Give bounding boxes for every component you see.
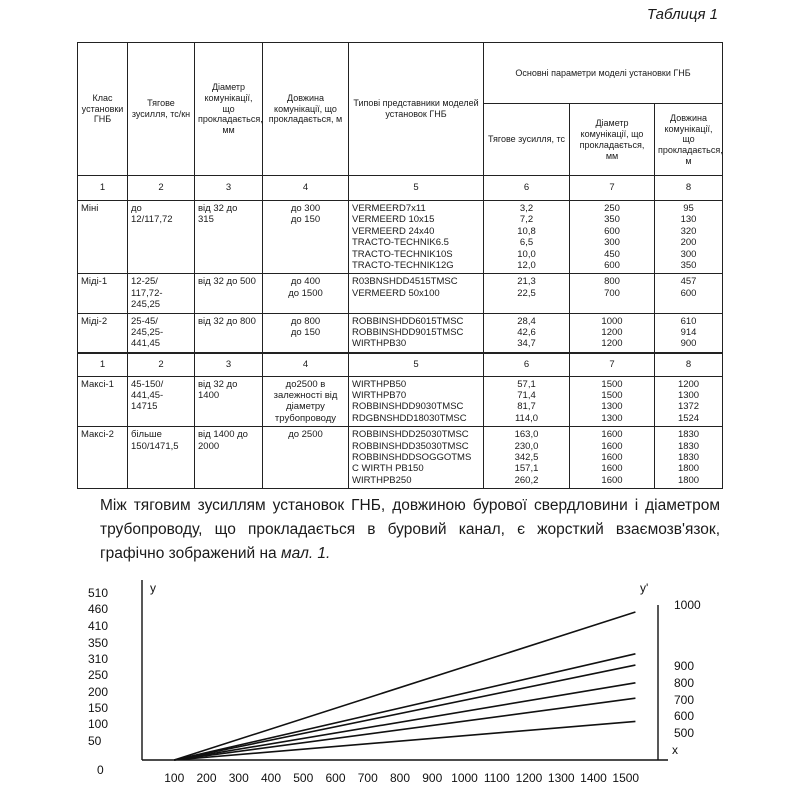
cell-class: Міді-2 [78,313,128,353]
y-tick-label: 350 [88,636,109,650]
cell-diameter [195,376,263,427]
cell-line: залежності від [273,390,338,402]
cell-p-pull [484,201,570,274]
table-body-lower [78,376,723,489]
cell-line: 1000 [601,315,623,327]
cell-line: 441,45 [131,338,161,350]
cell-line: діаметру [286,401,325,413]
y2-axis-label: y' [640,581,649,595]
cell-line: 320 [680,225,697,237]
y-tick-label: 310 [88,652,109,666]
cell-line: VERMEERD 10x15 [352,214,435,226]
x-tick-label: 1200 [515,771,543,785]
cell-line: 350 [680,259,697,271]
series-line-3 [174,665,635,760]
cell-line: 1600 [601,429,623,441]
column-number: 8 [655,176,723,201]
x-tick-label: 600 [325,771,346,785]
x-tick-label: 1000 [451,771,478,785]
cell-length [263,201,349,274]
x-tick-label: 300 [228,771,249,785]
cell-line: 1300 [601,412,623,424]
y-tick-label: 150 [88,701,109,715]
cell-pull [128,274,195,313]
column-number: 1 [78,353,128,377]
cell-line: 1300 [677,390,700,402]
cell-line: 260,2 [514,474,539,486]
cell-line: 12/117,72 [131,214,173,226]
cell-line: 130 [680,214,697,226]
header-class: Клас установки ГНБ [78,43,128,176]
y2-tick-label: 500 [674,726,695,740]
header-param-pull: Тягове зусилля, тс [484,104,570,176]
cell-line: R03BNSHDD4515TMSC [352,276,458,288]
y2-tick-label: 1000 [674,598,701,612]
cell-line: 1500 [601,390,623,402]
cell-line: VERMEERD 24x40 [352,225,435,237]
cell-line: 1500 [601,378,623,390]
cell-diameter [195,313,263,353]
cell-line: 21,3 [517,276,536,288]
cell-line: трубопроводу [274,412,337,424]
cell-models [349,376,484,427]
x-tick-label: 800 [389,771,411,785]
cell-pull [128,201,195,274]
figure-reference: мал. 1. [281,545,331,562]
cell-line: 57,1 [517,378,536,390]
column-number: 5 [349,353,484,377]
cell-line: від 1400 до [198,429,248,441]
cell-models [349,313,484,353]
column-number: 6 [484,353,570,377]
cell-line: 457 [680,276,697,288]
cell-length [263,274,349,313]
cell-line: 600 [680,287,697,299]
line-chart [0,570,796,800]
cell-line: 114,0 [514,412,539,424]
cell-diameter [195,201,263,274]
cell-p-pull [484,313,570,353]
y2-tick-label: 700 [674,693,695,707]
cell-line: ROBBINSHDD35030TMSC [352,440,469,452]
cell-line: 914 [680,326,697,338]
cell-line: TRACTO-TECHNIK10S [352,248,453,260]
cell-line: VERMEERD 50x100 [352,287,440,299]
cell-line: від 32 до 500 [198,276,256,288]
x-tick-label: 1100 [483,771,510,785]
x-tick-label: 400 [260,771,282,785]
table-row [78,313,723,353]
cell-line: ROBBINSHDD9015TMSC [352,326,464,338]
x-tick-label: 200 [196,771,217,785]
cell-line: 300 [604,237,620,249]
cell-p-diameter [570,274,655,313]
cell-p-pull [484,427,570,489]
cell-diameter [195,427,263,489]
x-tick-label: 500 [293,771,314,785]
cell-p-length [655,427,723,489]
cell-p-length [655,376,723,427]
cell-p-diameter [570,201,655,274]
cell-line: ROBBINSHDDSOGGOTMS [352,452,472,464]
cell-length [263,313,349,353]
y-tick-label: 100 [88,717,109,731]
cell-line: 1800 [677,474,700,486]
cell-line: 600 [604,225,620,237]
column-number-row-repeat [78,353,723,377]
y-tick-label: 510 [88,586,109,600]
cell-line: 1600 [601,452,623,464]
x-tick-label: 1400 [580,771,607,785]
cell-length [263,427,349,489]
cell-line: WIRTHPB250 [352,474,412,486]
cell-line: 14715 [131,401,158,413]
cell-line: 1200 [601,326,623,338]
cell-line: 3,2 [519,203,534,214]
cell-line: 1300 [601,401,623,413]
cell-line: від 32 до 800 [198,315,256,327]
cell-line: 315 [198,214,214,226]
cell-line: C WIRTH PB150 [352,463,424,475]
cell-line: 1600 [601,440,623,452]
cell-line: 250 [604,203,620,214]
cell-p-diameter [570,313,655,353]
cell-line: до 150 [290,326,321,338]
series-line-1 [174,612,635,760]
cell-line: 117,72- [131,287,163,299]
column-number: 3 [195,176,263,201]
cell-line: TRACTO-TECHNIK6.5 [352,237,449,249]
header-length: Довжина комунікації, що прокладається, м [263,43,349,176]
cell-line: 610 [680,315,697,327]
header-params: Основні параметри моделі установки ГНБ [484,43,723,104]
hdd-parameters-table [77,42,723,489]
cell-line: 2000 [198,440,220,452]
cell-pull [128,313,195,353]
cell-line: 150/1471,5 [131,440,179,452]
column-number: 6 [484,176,570,201]
cell-line: 28,4 [517,315,536,327]
cell-line: TRACTO-TECHNIK12G [352,259,454,271]
y2-tick-label: 800 [674,676,695,690]
y-tick-label: 460 [88,602,109,616]
header-row [78,43,723,104]
cell-line: від 32 до [198,203,238,214]
cell-line: 10,0 [517,248,536,260]
cell-line: 245,25 [131,299,161,311]
cell-line: 342,5 [514,452,539,464]
cell-line: 700 [604,287,620,299]
cell-line: 350 [604,214,620,226]
column-number: 7 [570,176,655,201]
cell-line: до 1500 [288,287,323,299]
cell-line: ROBBINSHDD9030TMSC [352,401,464,413]
column-number-row [78,176,723,201]
cell-line: до 2500 [288,429,323,441]
cell-line: 12,0 [517,259,536,271]
cell-line: 450 [604,248,620,260]
column-number: 4 [263,353,349,377]
cell-line: 230,0 [514,440,539,452]
cell-line: 900 [680,338,697,350]
cell-line: до 150 [290,214,321,226]
column-number: 7 [570,353,655,377]
cell-line: 42,6 [517,326,536,338]
x-tick-label: 1500 [612,771,640,785]
cell-line: від 32 до [198,378,238,390]
cell-line: 25-45/ [131,315,158,327]
cell-line: до 400 [290,276,321,288]
cell-line: RDGBNSHDD18030TMSC [352,412,467,424]
cell-line: 6,5 [519,237,534,249]
table-caption: Таблиця 1 [646,6,718,23]
cell-line: до2500 в [285,378,326,390]
x-tick-label: 700 [357,771,378,785]
cell-line: VERMEERD7x11 [352,203,426,214]
cell-line: 34,7 [517,338,536,350]
x-axis-label: x [672,743,678,757]
y-tick-label: 200 [88,685,109,699]
cell-p-length [655,274,723,313]
cell-line: 10,8 [517,225,536,237]
cell-line: більше [131,429,162,441]
cell-line: 163,0 [514,429,539,441]
cell-line: 245,25- [131,326,164,338]
cell-line: 1400 [198,390,220,402]
cell-line: 1200 [601,338,623,350]
cell-line: 600 [604,259,620,271]
cell-line: 81,7 [517,401,536,413]
cell-line: до 800 [290,315,321,327]
column-number: 2 [128,176,195,201]
cell-line: 1800 [677,463,700,475]
cell-line: 7,2 [519,214,534,226]
x-tick-label: 900 [422,771,443,785]
cell-line: 1600 [601,474,623,486]
column-number: 8 [655,353,723,377]
x-tick-label: 1300 [547,771,575,785]
cell-line: 12-25/ [131,276,158,288]
cell-line: 300 [680,248,697,260]
y2-tick-label: 600 [674,709,695,723]
cell-line: ROBBINSHDD6015TMSC [352,315,464,327]
column-number: 5 [349,176,484,201]
cell-class: Максі-2 [78,427,128,489]
cell-class: Міді-1 [78,274,128,313]
cell-line: 1200 [677,378,700,390]
cell-models [349,274,484,313]
cell-line: 157,1 [514,463,539,475]
table-body-upper [78,201,723,353]
series-line-6 [174,721,635,760]
cell-length [263,376,349,427]
cell-line: WIRTHPB30 [352,338,407,350]
cell-pull [128,376,195,427]
header-pull: Тягове зусилля, тс/кн [128,43,195,176]
y-tick-label: 0 [97,763,104,777]
cell-models [349,427,484,489]
cell-p-pull [484,376,570,427]
cell-line: 800 [604,276,620,288]
series-line-4 [174,683,635,760]
cell-line: WIRTHPB70 [352,390,407,402]
header-param-diameter: Діаметр комунікації, що прокладається, мм [570,104,655,176]
cell-class: Міні [78,201,128,274]
cell-diameter [195,274,263,313]
y-tick-label: 250 [88,668,109,682]
cell-p-length [655,201,723,274]
cell-class: Максі-1 [78,376,128,427]
column-number: 4 [263,176,349,201]
cell-line: 22,5 [517,287,536,299]
cell-line: WIRTHPB50 [352,378,407,390]
cell-line: 1830 [677,440,700,452]
header-param-length: Довжина комунікації, що прокладається, м [655,104,723,176]
table-row [78,274,723,313]
cell-line: 1372 [677,401,700,413]
cell-pull [128,427,195,489]
cell-p-diameter [570,376,655,427]
y2-tick-label: 900 [674,659,695,673]
column-number: 1 [78,176,128,201]
cell-line: 441,45- [131,390,164,402]
header-models: Типові представники моделей установок ГНБ [349,43,484,176]
table-row [78,427,723,489]
cell-line: 1600 [601,463,623,475]
cell-p-diameter [570,427,655,489]
cell-line: 1524 [677,412,700,424]
cell-line: 200 [680,237,697,249]
cell-line: до 300 [290,203,321,214]
cell-line: 1830 [677,452,700,464]
y-axis-label: y [150,581,156,595]
cell-line: до [131,203,142,214]
cell-p-pull [484,274,570,313]
header-diameter: Діаметр комунікації, що прокладається, мм [195,43,263,176]
cell-line: 71,4 [517,390,536,402]
table-row [78,201,723,274]
y-tick-label: 50 [88,734,102,748]
cell-line: 45-150/ [131,378,164,390]
cell-line: 95 [683,203,694,214]
cell-line: ROBBINSHDD25030TMSC [352,429,469,441]
body-paragraph [100,494,720,566]
y-tick-label: 410 [88,619,109,633]
column-number: 3 [195,353,263,377]
column-number: 2 [128,353,195,377]
cell-models [349,201,484,274]
table-row [78,376,723,427]
cell-line: 1830 [677,429,700,441]
paragraph-text: Між тяговим зусиллям установок ГНБ, довжиною бурової свердловини і діаметром трубопроводу, що прокладається в буровий канал, є жорсткий взаємозв'язок, графічно зображений на [100,497,720,562]
cell-p-length [655,313,723,353]
x-tick-label: 100 [164,771,185,785]
